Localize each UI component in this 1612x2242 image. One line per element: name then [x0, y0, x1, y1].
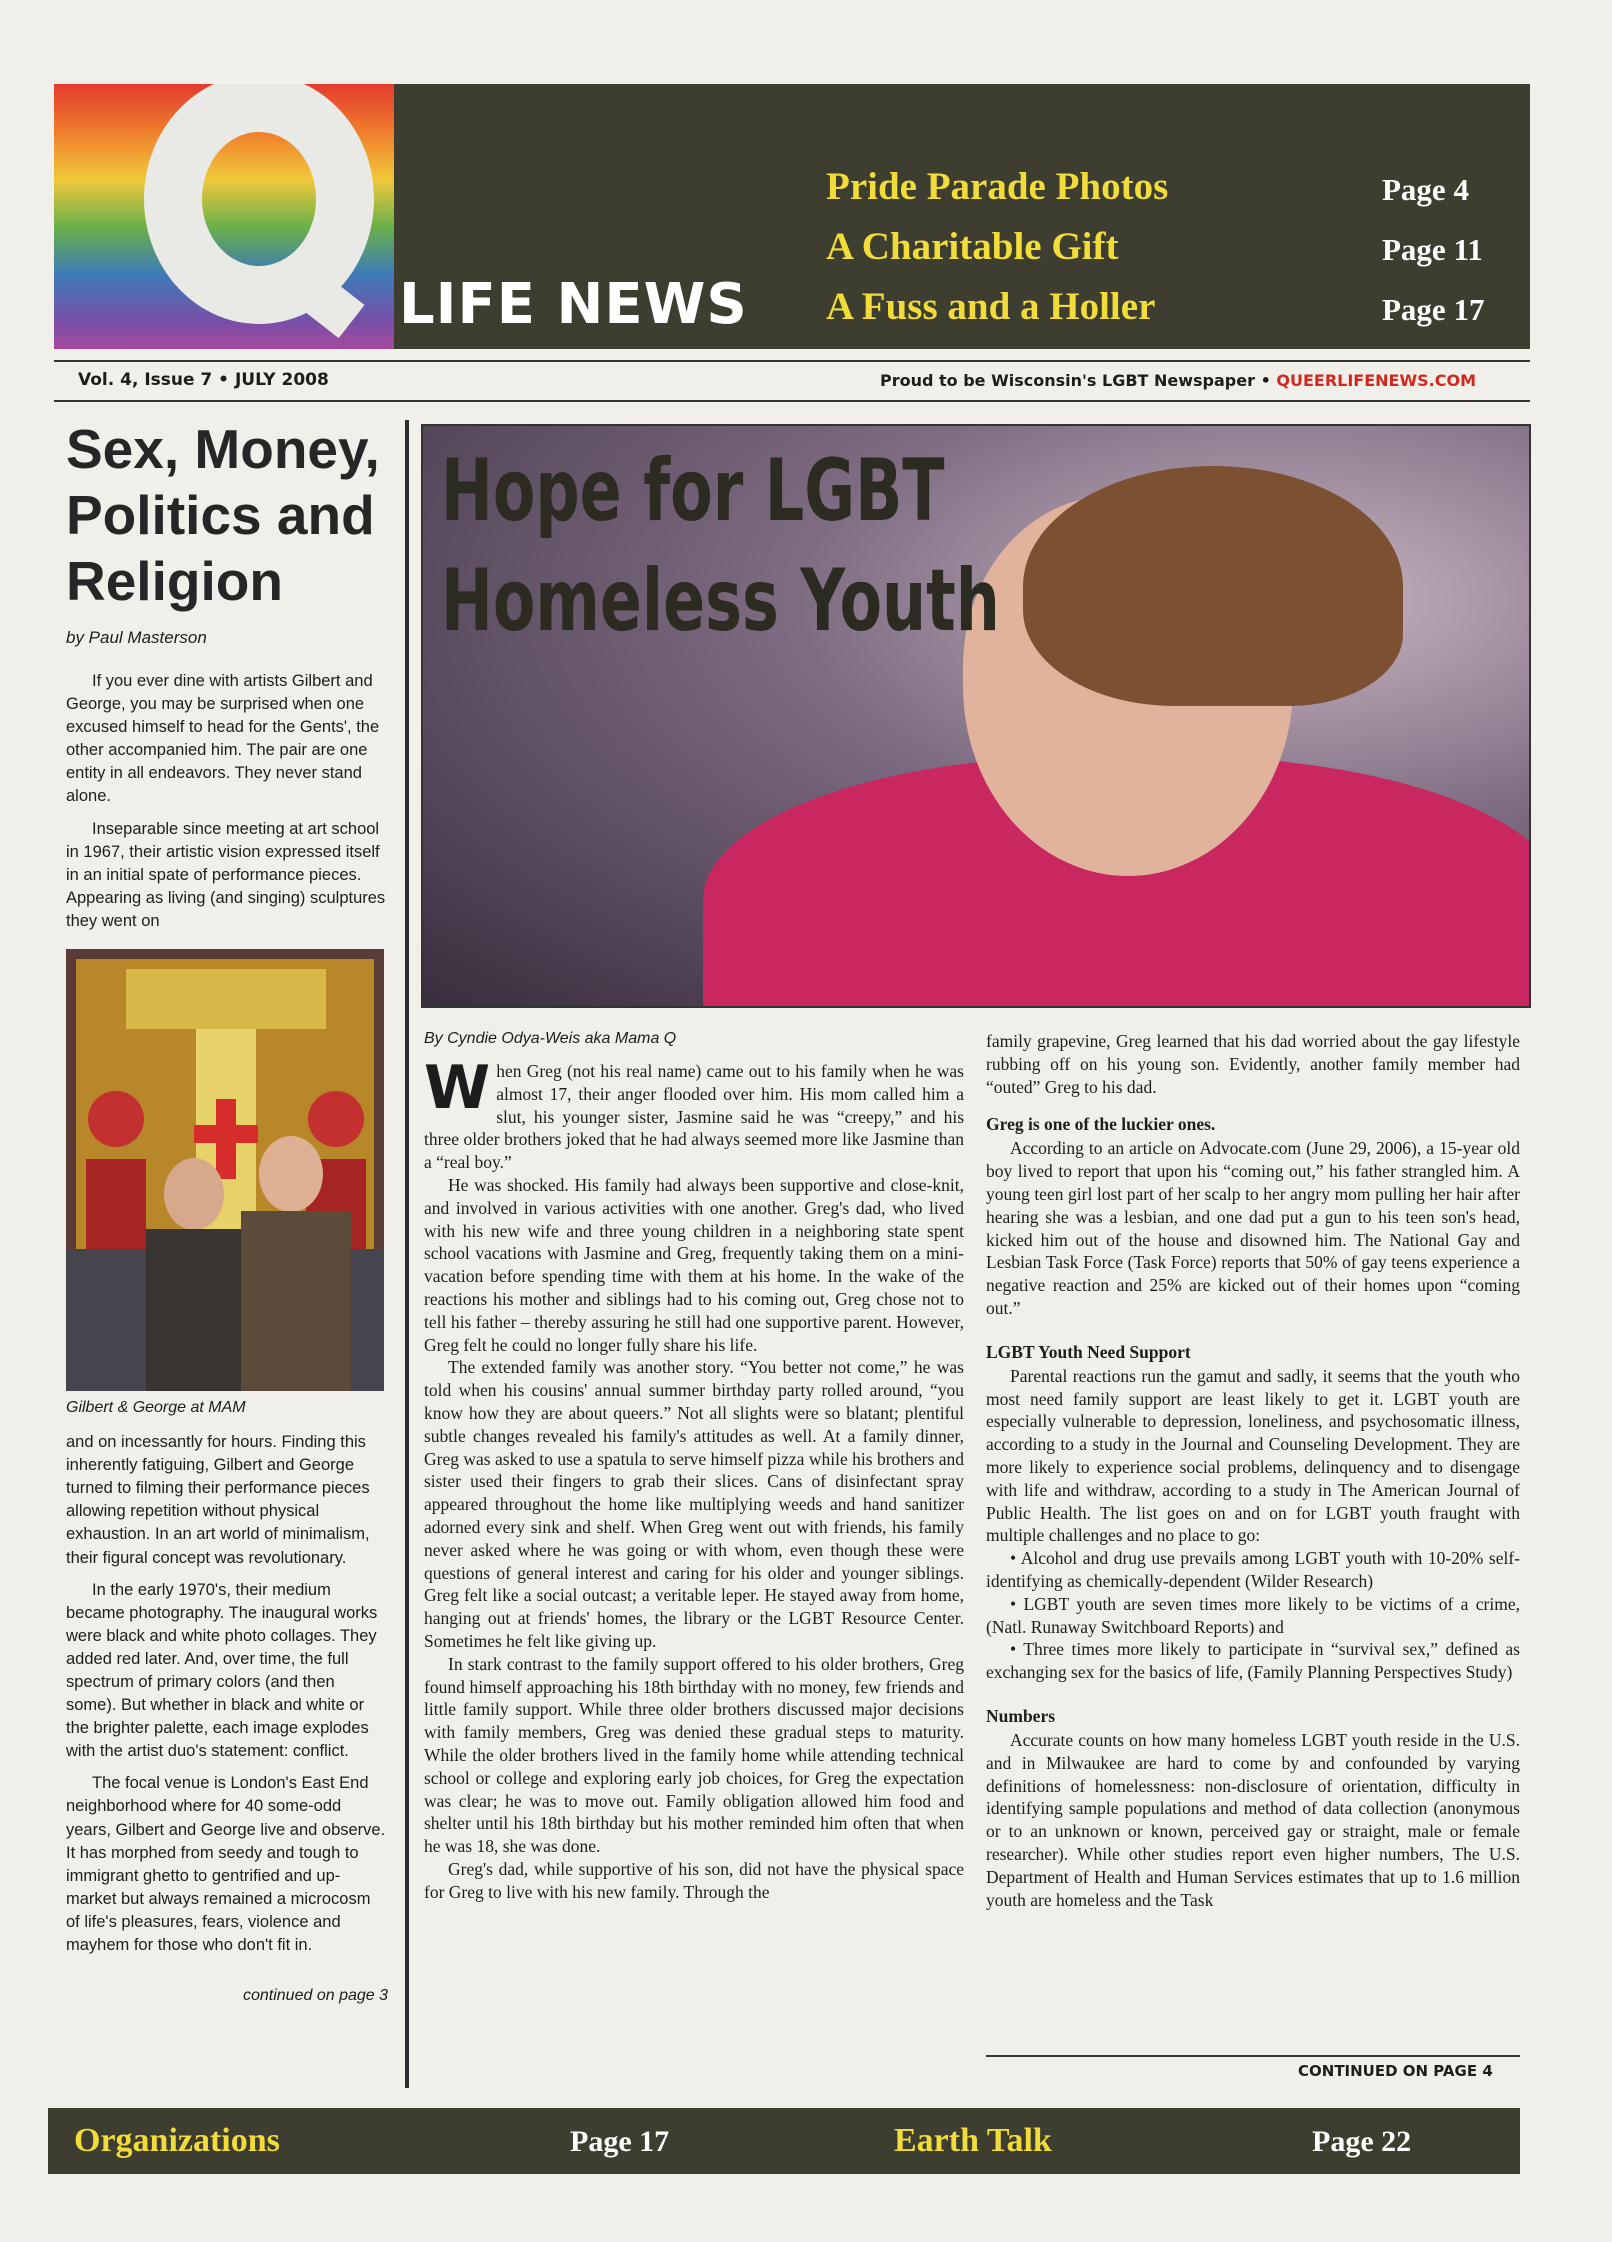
- footer-page-22[interactable]: Page 22: [1312, 2125, 1412, 2158]
- bullet-item: • Three times more likely to participate in “survival sex,” defined as exchanging sex for the basics of life, (Family Planning Perspectives Study): [986, 1639, 1520, 1683]
- section-heading: LGBT Youth Need Support: [986, 1341, 1191, 1362]
- dateline-bar: [54, 360, 1530, 402]
- left-paragraph: Inseparable since meeting at art school in 1967, their artistic vision expressed itself in an initial spate of performance pieces. Appearing as living (and singing) sculptures they went on: [66, 819, 386, 930]
- tagline-text: Proud to be Wisconsin's LGBT Newspaper •: [879, 371, 1271, 390]
- hero-photo: [421, 424, 1531, 1008]
- site-url[interactable]: QUEERLIFENEWS.COM: [1276, 371, 1476, 390]
- footer-item-earth-talk[interactable]: Earth Talk: [894, 2122, 1052, 2159]
- rainbow-logo: [54, 84, 394, 349]
- continued-page-4-link[interactable]: CONTINUED ON PAGE 4: [1298, 2062, 1493, 2080]
- teaser-3-page[interactable]: Page 17: [1382, 292, 1485, 327]
- issue-info: Vol. 4, Issue 7 • JULY 2008: [78, 370, 329, 390]
- main-paragraph: family grapevine, Greg learned that his dad worried about the gay lifestyle rubbing off on his young son. Evidently, another family member had “outed” Greg to his dad.: [986, 1031, 1520, 1097]
- left-paragraph: and on incessantly for hours. Finding this inherently fatiguing, Gilbert and George turned to filming their performance pieces allowing repetition without physical exhaustion. In an art world of minimalism, their figural concept was revolutionary.: [66, 1433, 370, 1567]
- main-paragraph: According to an article on Advocate.com (June 29, 2006), a 15-year old boy lived to report that upon his “coming out,” his father strangled him. A young teen girl lost part of her scalp to her angry mom pulling her hair after hearing she was a lesbian, and one dad put a gun to his teen son's head, kicked him out of the house and disowned him. The National Gay and Lesbian Task Force (Task Force) reports that 50% of gay teens experience a negative reaction and 25% are kicked out of their homes upon “coming out.”: [986, 1138, 1520, 1318]
- continued-rule: [986, 2055, 1520, 2057]
- section-heading: Numbers: [986, 1705, 1056, 1726]
- gilbert-george-photo: [66, 949, 384, 1391]
- main-paragraph: Accurate counts on how many homeless LGBT youth reside in the U.S. and in Milwaukee are hard to come by and confounded by varying definitions of homelessness: non-disclosure of orientation, difficulty in identifying sample populations and method of data collection (anonymous or to an unknown or known, perceived gay or straight, male or female researcher). While other studies report even higher numbers, The U.S. Department of Health and Human Services estimates that up to 1.6 million youth are homeless and the Task: [986, 1729, 1520, 1910]
- bullet-item: • Alcohol and drug use prevails among LGBT youth with 10-20% self-identifying as chemically-dependent (Wilder Research): [986, 1548, 1520, 1591]
- teaser-3-title[interactable]: A Fuss and a Holler: [826, 285, 1156, 328]
- bullet-item: • LGBT youth are seven times more likely to be victims of a crime, (Natl. Runaway Switchboard Reports) and: [986, 1593, 1520, 1637]
- first-paragraph-text: hen Greg (not his real name) came out to his family when he was almost 17, their anger flooded over him. His mom called him a slut, his younger sister, Jasmine said he was “creepy,” and his three older brothers joked that he had always seemed more like Jasmine than a “real boy.”: [424, 1061, 964, 1173]
- masthead: [54, 84, 1530, 349]
- hero-headline: [441, 436, 1000, 656]
- teaser-1-page[interactable]: Page 4: [1382, 172, 1469, 207]
- left-paragraph: If you ever dine with artists Gilbert and George, you may be surprised when one excused himself to head for the Gents', the other accompanied him. The pair are one entity in all endeavors. They never stand alone.: [66, 672, 380, 806]
- artwork-photo-illustration: [66, 949, 384, 1391]
- photo-caption: Gilbert & George at MAM: [66, 1399, 246, 1417]
- section-heading: Greg is one of the luckier ones.: [986, 1114, 1216, 1135]
- hero-hair-shape: [1023, 466, 1403, 706]
- left-paragraph: In the early 1970's, their medium became photography. The inaugural works were black and white photo collages. They added red later. And, over time, the full spectrum of primary colors (and then some). But whether in black and white or the brighter palette, each image explodes with the artist duo's statement: conflict.: [66, 1580, 378, 1761]
- main-paragraph: Greg's dad, while supportive of his son, did not have the physical space for Greg to live with his new family. Through the: [424, 1858, 964, 1902]
- main-paragraph: In stark contrast to the family support offered to his older brothers, Greg found himself approaching his 18th birthday with no money, few friends and little family support. While three older brothers discussed major decisions with family members, Greg was denied these gradual steps to maturity. While the older brothers lived in the family home while attending technical school or college and exploring early job choices, for Greg the expectation was clear; he was to move out. Family obligation allowed him food and shelter until his 18th birthday but his mother reminded him often that when he was 18, she was done.: [424, 1653, 964, 1857]
- main-article-column-1: [424, 1030, 964, 1903]
- footer-page-17[interactable]: Page 17: [570, 2125, 670, 2158]
- main-article-column-2: [986, 1030, 1520, 1911]
- teaser-2-page[interactable]: Page 11: [1382, 232, 1483, 267]
- left-article-title: Sex, Money, Politics and Religion: [66, 418, 380, 612]
- main-paragraph: He was shocked. His family had always been supportive and close-knit, and involved in various activities with one another. Greg's dad, who lived with his new wife and three young children in a neighboring state spent school vacations with Jasmine and Greg, frequently taking them on a mini-vacation before spending time with them at his home. In the wake of the reactions his mother and siblings had to his coming out, Greg chose not to tell his father – thereby assuring he still had one supportive parent. However, Greg felt he could no longer fully share his life.: [424, 1174, 964, 1355]
- main-article-byline: By Cyndie Odya-Weis aka Mama Q: [424, 1030, 677, 1047]
- footer-bar: [48, 2108, 1520, 2174]
- footer-item-organizations[interactable]: Organizations: [74, 2122, 280, 2159]
- left-paragraph: The focal venue is London's East End neighborhood where for 40 some-odd years, Gilbert and George live and observe. It has morphed from seedy and tough to immigrant ghetto to gentrified and up-market but always remained a microcosm of life's pleasures, fears, violence and mayhem for those who don't fit in.: [66, 1774, 386, 1954]
- hero-headline-line-1: Hope for LGBT: [441, 441, 945, 541]
- hero-headline-line-2: Homeless Youth: [441, 551, 1000, 651]
- left-article-byline: by Paul Masterson: [66, 628, 207, 647]
- teaser-2-title[interactable]: A Charitable Gift: [826, 225, 1119, 268]
- main-paragraph: The extended family was another story. “You better not come,” he was told when his cousins' annual summer birthday party rolled around, “you know how they are about queers.” Not all slights were so blatant; plentiful subtle changes revealed his family's attitudes as well. At a family dinner, Greg was asked to use a spatula to serve himself pizza while his brothers and sister used their fingers to grab their slices. Cans of disinfectant spray appeared throughout the home like multiplying weeds and hand sanitizer adorned every sink and shelf. When Greg went out with friends, his family never asked where he was going or with whom, even though these were questions of general interest and caring for his older and younger siblings. Greg felt like a social outcast; a veritable leper. He stayed away from home, hanging out at friends' homes, the library or the LGBT Resource Center. Sometimes he felt like giving up.: [424, 1357, 964, 1651]
- left-article: [66, 416, 388, 2005]
- drop-cap: W: [424, 1053, 491, 1123]
- logo-text: LIFE NEWS: [399, 272, 748, 337]
- teaser-1-title[interactable]: Pride Parade Photos: [826, 165, 1169, 208]
- tagline: [880, 371, 1476, 390]
- column-divider: [405, 420, 409, 2088]
- main-paragraph: Parental reactions run the gamut and sadly, it seems that the youth who most need family support are least likely to get it. LGBT youth are especially vulnerable to depression, loneliness, and psychosomatic illness, according to a study in the Journal and Counseling Development. They are more likely to experience social problems, delinquency and to disengage with life and withdraw, according to a study in The American Journal of Public Health. The list goes on and on for LGBT youth fraught with multiple challenges and no place to go:: [986, 1365, 1520, 1546]
- main-first-paragraph: [424, 1053, 964, 1174]
- continued-link[interactable]: continued on page 3: [242, 1987, 388, 2005]
